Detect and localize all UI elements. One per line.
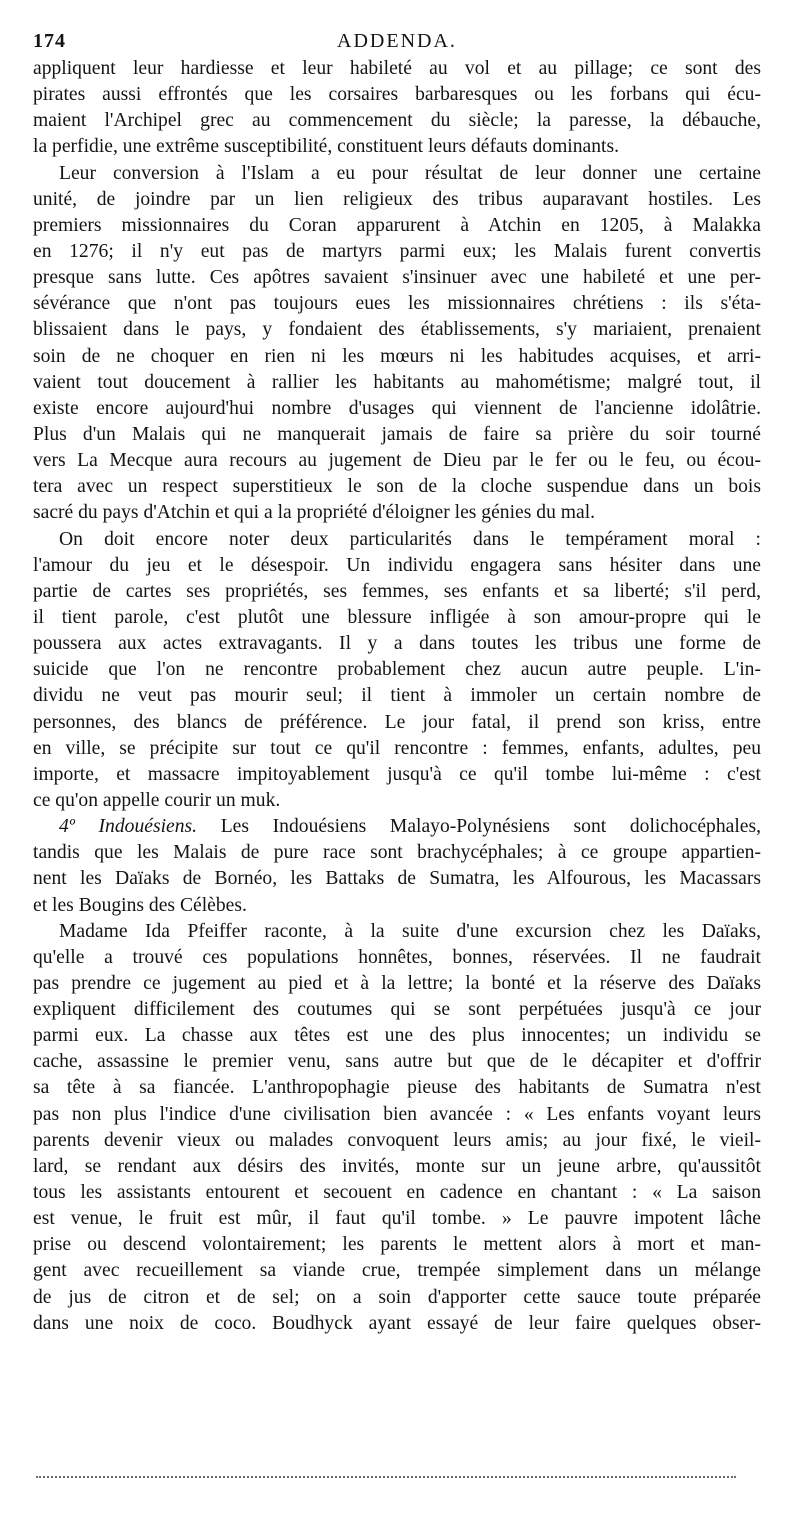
text-line [33, 474, 761, 500]
line-text: dans une noix de coco. Boudhyck ayant essayé de leur faire quelques obser- [33, 1312, 761, 1334]
line-text: dividu ne veut pas mourir seul; il tient à immoler un certain nombre de [33, 685, 761, 707]
body-text [33, 56, 761, 1337]
line-text: qu'elle a trouvé ces populations honnêtes, bonnes, réservées. Il ne faudrait [33, 946, 761, 968]
line-text: Madame Ida Pfeiffer raconte, à la suite d'une excursion chez les Daïaks, [59, 920, 761, 942]
line-text: gent avec recueillement sa viande crue, trempée simplement dans un mélange [33, 1260, 761, 1282]
text-line [33, 1128, 761, 1154]
text-line [33, 1075, 761, 1101]
text-line [33, 657, 761, 683]
line-text: et les Bougins des Célèbes. [33, 894, 247, 916]
line-text: de jus de citron et de sel; on a soin d'apporter cette sauce toute préparée [33, 1286, 761, 1308]
footer-dotted-rule [36, 1476, 736, 1478]
text-line [33, 82, 761, 108]
line-text: l'amour du jeu et le désespoir. Un individu engagera sans hésiter dans une [33, 554, 761, 576]
line-text: en 1276; il n'y eut pas de martyrs parmi eux; les Malais furent convertis [33, 240, 761, 262]
line-text: existe encore aujourd'hui nombre d'usages qui viennent de l'ancienne idolâtrie. [33, 397, 761, 419]
line-text: premiers missionnaires du Coran apparurent à Atchin en 1205, à Malakka [33, 214, 761, 236]
text-line [33, 161, 761, 187]
page-header [33, 30, 761, 56]
text-line [33, 291, 761, 317]
line-text: blissaient dans le pays, y fondaient des établissements, s'y mariaient, prenaient [33, 319, 761, 341]
text-line [33, 1180, 761, 1206]
text-line [33, 631, 761, 657]
text-line [33, 1049, 761, 1075]
line-text: ce qu'on appelle courir un muk. [33, 789, 281, 811]
line-text: vaient tout doucement à rallier les habitants au mahométisme; malgré tout, il [33, 371, 761, 393]
text-line [33, 265, 761, 291]
line-text: lard, se rendant aux désirs des invités, monte sur un jeune arbre, qu'aussitôt [33, 1155, 761, 1177]
line-text: sacré du pays d'Atchin et qui a la propriété d'éloigner les génies du mal. [33, 502, 596, 524]
line-text: parents devenir vieux ou malades convoquent leurs amis; au jour fixé, le vieil- [33, 1129, 761, 1151]
text-line [33, 187, 761, 213]
text-line [33, 1023, 761, 1049]
line-text: On doit encore noter deux particularités dans le tempérament moral : [59, 528, 761, 550]
text-line [33, 56, 761, 82]
text-line [33, 108, 761, 134]
text-line [33, 344, 761, 370]
text-line [33, 134, 761, 160]
text-line [33, 1102, 761, 1128]
text-line [33, 579, 761, 605]
line-text: importe, et massacre impitoyablement jusqu'à ce qu'il tombe lui-même : c'est [33, 763, 761, 785]
line-text: pas non plus l'indice d'une civilisation bien avancée : « Les enfants voyant leurs [33, 1103, 761, 1125]
line-text: maient l'Archipel grec au commencement du siècle; la paresse, la débauche, [33, 110, 761, 132]
text-line [33, 683, 761, 709]
text-line [33, 762, 761, 788]
text-line [33, 317, 761, 343]
text-line [33, 553, 761, 579]
line-text: nent les Daïaks de Bornéo, les Battaks de Sumatra, les Alfourous, les Macassars [33, 868, 761, 890]
line-text: tandis que les Malais de pure race sont brachycéphales; à ce groupe appartien- [33, 842, 761, 864]
text-line [33, 736, 761, 762]
running-head: ADDENDA. [337, 30, 457, 52]
text-line [33, 1154, 761, 1180]
section-lead: 4º Indouésiens. [59, 816, 198, 838]
line-text: partie de cartes ses propriétés, ses femmes, ses enfants et sa liberté; s'il perd, [33, 580, 761, 602]
line-text: la perfidie, une extrême susceptibilité, constituent leurs défauts dominants. [33, 136, 620, 158]
text-line [33, 814, 761, 840]
line-text: pas prendre ce jugement au pied et à la lettre; la bonté et la réserve des Daïaks [33, 972, 761, 994]
text-line [33, 239, 761, 265]
line-text: tera avec un respect superstitieux le son de la cloche suspendue dans un bois [33, 476, 761, 498]
text-line [33, 893, 761, 919]
line-text: parmi eux. La chasse aux têtes est une des plus innocentes; un individu se [33, 1025, 761, 1047]
text-line [33, 527, 761, 553]
text-line [33, 1232, 761, 1258]
text-line [33, 1311, 761, 1337]
line-text: pirates aussi effrontés que les corsaires barbaresques ou les forbans qui écu- [33, 84, 761, 106]
text-line [33, 396, 761, 422]
line-text: prise ou descend volontairement; les parents le mettent alors à mort et man- [33, 1234, 761, 1256]
line-text: tous les assistants entourent et secouent en cadence en chantant : « La saison [33, 1182, 761, 1204]
text-line [33, 919, 761, 945]
page-number: 174 [33, 30, 66, 52]
line-text: il tient parole, c'est plutôt une blessure infligée à son amour-propre qui le [33, 606, 761, 628]
line-text: sévérance que n'ont pas toujours eues les missionnaires chrétiens : ils s'éta- [33, 293, 761, 315]
text-line [33, 866, 761, 892]
text-line [33, 1285, 761, 1311]
text-line [33, 500, 761, 526]
line-text: Les Indouésiens Malayo-Polynésiens sont dolichocéphales, [220, 816, 761, 838]
line-text: est venue, le fruit est mûr, il faut qu'il tombe. » Le pauvre impotent lâche [33, 1208, 761, 1230]
line-text: Plus d'un Malais qui ne manquerait jamais de faire sa prière du soir tourné [33, 423, 761, 445]
line-text: expliquent difficilement des coutumes qui se sont perpétuées jusqu'à ce jour [33, 999, 761, 1021]
line-text: cache, assassine le premier venu, sans autre but que de le décapiter et d'offrir [33, 1051, 761, 1073]
text-line [33, 997, 761, 1023]
text-line [33, 788, 761, 814]
line-text: poussera aux actes extravagants. Il y a dans toutes les tribus une forme de [33, 633, 761, 655]
text-line [33, 370, 761, 396]
text-line [33, 710, 761, 736]
line-text: appliquent leur hardiesse et leur habileté au vol et au pillage; ce sont des [33, 58, 761, 79]
text-line [33, 422, 761, 448]
line-text: personnes, des blancs de préférence. Le jour fatal, il prend son kriss, entre [33, 711, 761, 733]
text-line [33, 1258, 761, 1284]
line-text: vers La Mecque aura recours au jugement de Dieu par le fer ou le feu, ou écou- [33, 450, 761, 472]
text-line [33, 213, 761, 239]
text-line [33, 945, 761, 971]
book-page [33, 30, 761, 1337]
text-line [33, 448, 761, 474]
text-line [33, 605, 761, 631]
line-text: soin de ne choquer en rien ni les mœurs ni les habitudes acquises, et arri- [33, 345, 761, 367]
line-text: Leur conversion à l'Islam a eu pour résultat de leur donner une certaine [59, 162, 761, 184]
line-text: sa tête à sa fiancée. L'anthropophagie pieuse des habitants de Sumatra n'est [33, 1077, 761, 1099]
line-text: suicide que l'on ne rencontre probablement chez aucun autre peuple. L'in- [33, 659, 761, 681]
line-text: en ville, se précipite sur tout ce qu'il rencontre : femmes, enfants, adultes, peu [33, 737, 761, 759]
text-line [33, 840, 761, 866]
text-line [33, 1206, 761, 1232]
line-text: presque sans lutte. Ces apôtres savaient s'insinuer avec une habileté et une per- [33, 267, 761, 289]
line-text: unité, de joindre par un lien religieux des tribus auparavant hostiles. Les [33, 188, 761, 210]
text-line [33, 971, 761, 997]
